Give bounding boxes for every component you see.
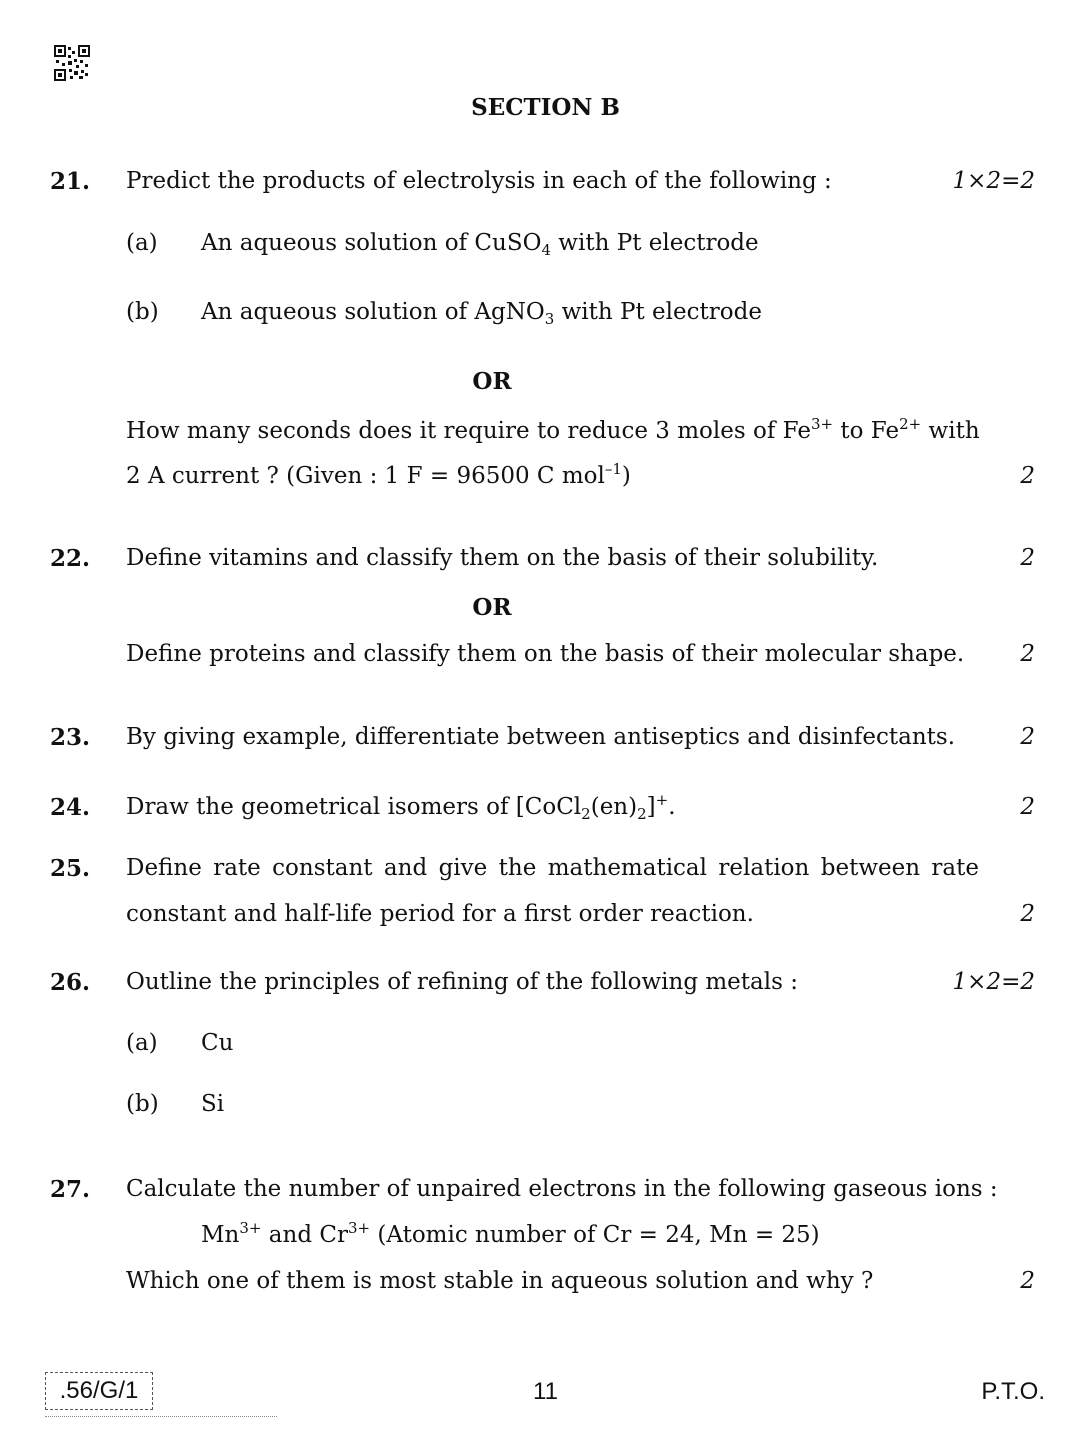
question-27-line-3: Which one of them is most stable in aqueous solution and why ? xyxy=(126,1268,874,1294)
question-21-number: 21. xyxy=(50,168,91,195)
qr-code-icon xyxy=(54,45,90,81)
question-23-number: 23. xyxy=(50,724,91,751)
section-title: SECTION B xyxy=(471,94,620,121)
question-26-a-text: Cu xyxy=(201,1030,234,1056)
question-21-alt-marks: 2 xyxy=(1020,463,1035,489)
question-27-line-1: Calculate the number of unpaired electrons in the following gaseous ions : xyxy=(126,1176,998,1202)
question-21-text: Predict the products of electrolysis in each of the following : xyxy=(126,168,832,194)
question-27-marks: 2 xyxy=(1020,1268,1035,1294)
question-21-alt-line-1: How many seconds does it require to reduce 3 moles of $Fe^{3+}$ to $Fe^{2+}$ with xyxy=(126,415,980,444)
question-27-line-2: $Mn^{3+}$ and $Cr^{3+}$ (Atomic number of Cr = 24, Mn = 25) xyxy=(201,1219,820,1248)
question-23-text: By giving example, differentiate between antiseptics and disinfectants. xyxy=(126,724,956,750)
paper-code: .56/G/1 xyxy=(45,1372,153,1410)
question-25-line-2: constant and half-life period for a first order reaction. xyxy=(126,901,754,927)
question-25-number: 25. xyxy=(50,855,91,882)
question-24-text: Draw the geometrical isomers of $[CoCl_2(en)_2]^+$. xyxy=(126,791,676,823)
question-24-marks: 2 xyxy=(1020,794,1035,820)
question-26-number: 26. xyxy=(50,969,91,996)
question-24-number: 24. xyxy=(50,794,91,821)
question-21-b-label: (b) xyxy=(126,299,159,325)
question-21-marks: 1×2=2 xyxy=(952,168,1035,194)
question-21-b-text: An aqueous solution of AgNO$_3$ with Pt electrode xyxy=(201,299,762,328)
question-27-number: 27. xyxy=(50,1176,91,1203)
question-22-marks: 2 xyxy=(1020,545,1035,571)
question-22-number: 22. xyxy=(50,545,91,572)
question-25-line-1: Define rate constant and give the mathematical relation between rate xyxy=(126,855,979,881)
page-number: 11 xyxy=(533,1378,558,1405)
question-26-a-label: (a) xyxy=(126,1030,158,1056)
code-underline-divider xyxy=(45,1416,277,1417)
question-23-marks: 2 xyxy=(1020,724,1035,750)
question-21-or: OR xyxy=(472,368,512,395)
question-26-b-label: (b) xyxy=(126,1091,159,1117)
question-26-text: Outline the principles of refining of the following metals : xyxy=(126,969,798,995)
question-26-marks: 1×2=2 xyxy=(952,969,1035,995)
question-21-a-label: (a) xyxy=(126,230,158,256)
question-26-b-text: Si xyxy=(201,1091,225,1117)
question-22-or: OR xyxy=(472,594,512,621)
question-22-alt-text: Define proteins and classify them on the basis of their molecular shape. xyxy=(126,641,965,667)
question-22-text: Define vitamins and classify them on the basis of their solubility. xyxy=(126,545,879,571)
please-turn-over: P.T.O. xyxy=(981,1378,1045,1405)
question-25-marks: 2 xyxy=(1020,901,1035,927)
question-21-alt-line-2: 2 A current ? (Given : 1 F = 96500 C mol$^{-1}$) xyxy=(126,460,631,489)
question-21-a-text: An aqueous solution of CuSO$_4$ with Pt electrode xyxy=(201,230,759,259)
question-22-alt-marks: 2 xyxy=(1020,641,1035,667)
